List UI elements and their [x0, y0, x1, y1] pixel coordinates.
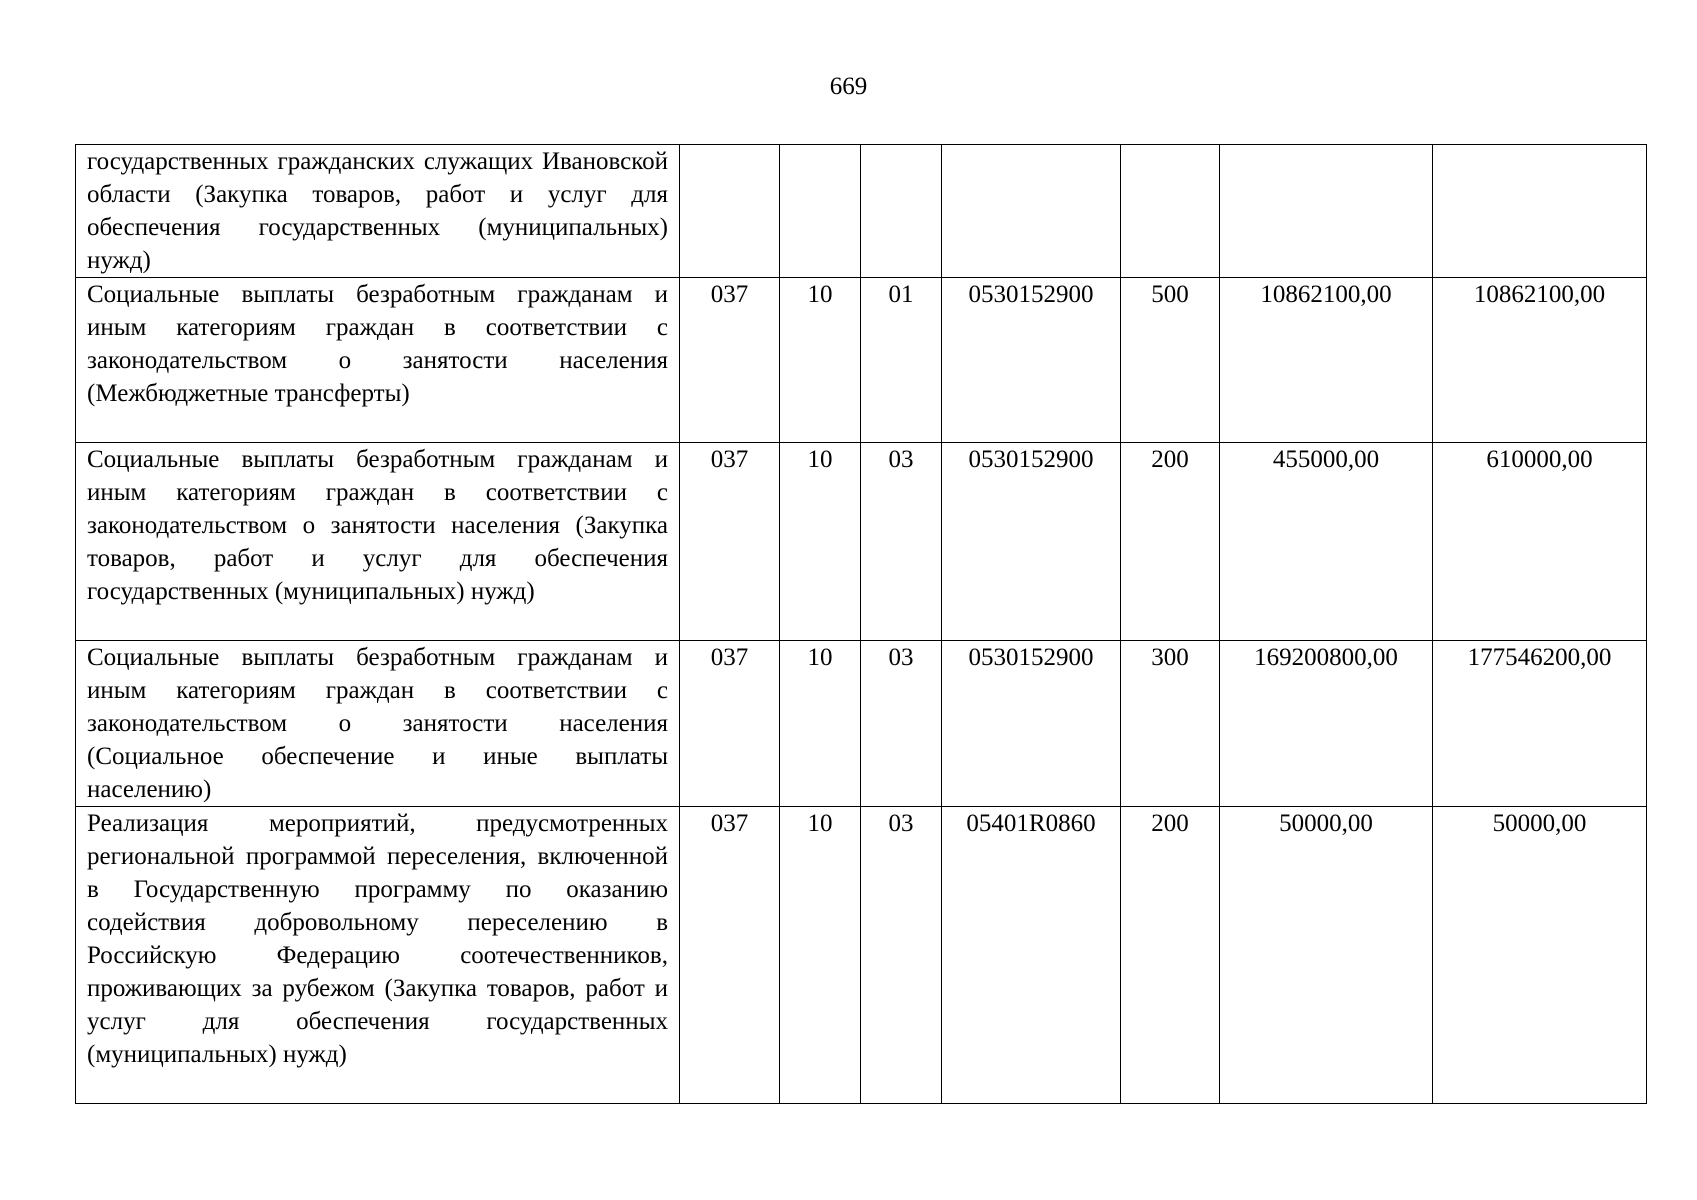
row-subsection: [861, 145, 942, 278]
row-target-code: 0530152900: [942, 278, 1121, 443]
row-amount-2: 177546200,00: [1433, 641, 1647, 807]
row-amount-2: 610000,00: [1433, 443, 1647, 641]
row-section: [780, 145, 861, 278]
row-amount-1: [1220, 145, 1433, 278]
row-description: Социальные выплаты безработным гражданам и иным категориям граждан в соответствии с законодательством о занятости населения (Межбюджетные трансферты): [76, 278, 680, 443]
row-section: 10: [780, 807, 861, 1104]
row-subsection: 03: [861, 443, 942, 641]
row-target-code: 0530152900: [942, 443, 1121, 641]
row-description: Социальные выплаты безработным гражданам и иным категориям граждан в соответствии с законодательством о занятости населения (Закупка товаров, работ и услуг для обеспечения государственных (муниципальных) нужд): [76, 443, 680, 641]
row-admin-code: 037: [680, 641, 780, 807]
row-section: 10: [780, 278, 861, 443]
row-target-code: 05401R0860: [942, 807, 1121, 1104]
row-admin-code: 037: [680, 443, 780, 641]
row-subsection: 03: [861, 807, 942, 1104]
row-amount-2: [1433, 145, 1647, 278]
row-section: 10: [780, 641, 861, 807]
row-expense-type: 200: [1121, 807, 1220, 1104]
row-subsection: 03: [861, 641, 942, 807]
row-expense-type: 500: [1121, 278, 1220, 443]
row-amount-1: 455000,00: [1220, 443, 1433, 641]
budget-table: [75, 144, 1647, 1104]
table-row: [76, 145, 1647, 278]
row-amount-1: 169200800,00: [1220, 641, 1433, 807]
row-admin-code: 037: [680, 807, 780, 1104]
row-subsection: 01: [861, 278, 942, 443]
row-amount-1: 50000,00: [1220, 807, 1433, 1104]
row-description: Реализация мероприятий, предусмотренных региональной программой переселения, включенной в Государственную программу по оказанию содействия добровольному переселению в Российскую Федерацию соотечественников, проживающих за рубежом (Закупка товаров, работ и услуг для обеспечения государственных (муниципальных) нужд): [76, 807, 680, 1104]
row-section: 10: [780, 443, 861, 641]
table-row: [76, 443, 1647, 641]
row-target-code: [942, 145, 1121, 278]
row-admin-code: 037: [680, 278, 780, 443]
table-row: [76, 807, 1647, 1104]
row-admin-code: [680, 145, 780, 278]
row-expense-type: [1121, 145, 1220, 278]
row-amount-1: 10862100,00: [1220, 278, 1433, 443]
page-number: 669: [829, 73, 868, 100]
table-row: [76, 278, 1647, 443]
row-target-code: 0530152900: [942, 641, 1121, 807]
row-description: Социальные выплаты безработным гражданам и иным категориям граждан в соответствии с законодательством о занятости населения (Социальное обеспечение и иные выплаты населению): [76, 641, 680, 807]
row-amount-2: 50000,00: [1433, 807, 1647, 1104]
row-expense-type: 300: [1121, 641, 1220, 807]
row-description: государственных гражданских служащих Ивановской области (Закупка товаров, работ и услуг для обеспечения государственных (муниципальных) нужд): [76, 145, 680, 278]
row-expense-type: 200: [1121, 443, 1220, 641]
table-row: [76, 641, 1647, 807]
row-amount-2: 10862100,00: [1433, 278, 1647, 443]
